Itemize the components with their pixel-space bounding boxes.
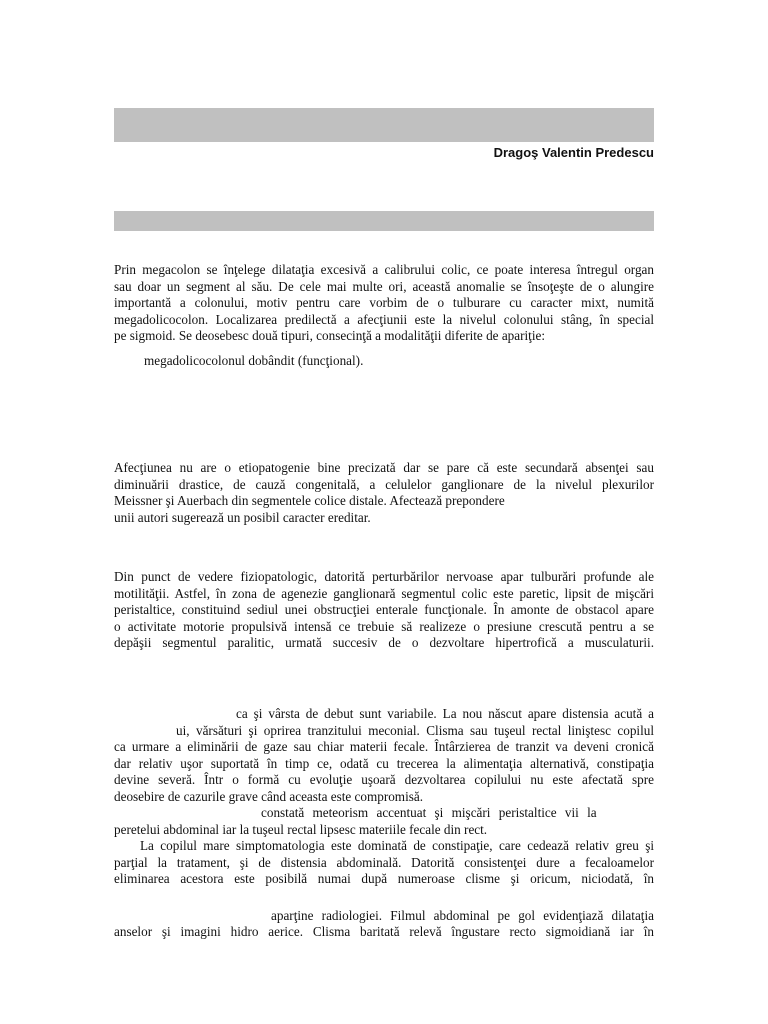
paragraph-etiopathogeny (114, 460, 654, 526)
text-line: megadolicocolonul dobândit (funcţional). (144, 353, 364, 368)
text-line: ui, vărsături şi oprirea tranzitului meconial. Clisma sau tuşeul rectal liniştesc copilul (176, 722, 654, 738)
text-line: ca şi vârsta de debut sunt variabile. La nou născut apare distensia acută a (236, 706, 654, 721)
text-line: Meissner şi Auerbach din segmentele colice distale. Afectează prepondere (114, 493, 505, 508)
text-line: o activitate motorie propulsivă intensă ce trebuie să realizeze o presiune crescută pentru a se (114, 618, 654, 634)
section-bar (114, 211, 654, 231)
text-line: dar relativ uşor suportată în timp ce, odată cu trecerea la alimentaţia alternativă, constipaţia (114, 755, 654, 771)
text-line: Din punct de vedere fiziopatologic, datorită perturbărilor nervoase apar tulburări profunde ale (114, 569, 654, 584)
text-line: unii autori sugerează un posibil caracter ereditar. (114, 509, 371, 525)
text-line: pe sigmoid. Se deosebesc două tipuri, consecinţă a modalităţii diferite de apariţie: (114, 328, 546, 343)
text-line: sau doar un segment al său. De cele mai multe ori, această anomalie se însoţeşte de o alungire (114, 278, 654, 294)
text-line: importantă a colonului, motiv pentru care vorbim de o tulburare cu caracter mixt, numită (114, 295, 654, 310)
text-line: peretelui abdominal iar la tuşeul rectal lipsesc materiile fecale din rect. (114, 821, 488, 837)
paragraph-physiopathology (114, 569, 654, 652)
text-line: megadolicocolon. Localizarea predilectă a afecţiunii este la nivelul colonului stâng, în special (114, 311, 654, 327)
text-line: eliminarea acestora este posibilă numai după numeroase clisme şi oricum, niciodată, în (114, 871, 654, 886)
text-line: parţial la tratament, şi de distensia abdominală. Datorită consistenţei dure a fecaloamelor (114, 854, 654, 870)
text-line: depăşii segmentul paralitic, urmată succesiv de o dezvoltare hipertrofică a musculaturii. (114, 635, 654, 650)
list-item (114, 353, 654, 370)
text-line: motilităţii. Astfel, în zona de agenezie ganglionară segmentul colic este paretic, lipsit de mişcări (114, 585, 654, 601)
text-line: deosebire de cazurile grave când aceasta este compromisă. (114, 788, 424, 804)
author-name: Dragoş Valentin Predescu (493, 145, 654, 160)
paragraph-definition (114, 262, 654, 345)
text-line: constată meteorism accentuat şi mişcări peristaltice vii la (261, 805, 597, 820)
paragraph-clinical (114, 706, 654, 941)
text-line: anselor şi imagini hidro aerice. Clisma baritată relevă îngustare recto sigmoidiană iar în (114, 924, 654, 939)
text-line: ca urmare a eliminării de gaze sau chiar materii fecale. Întârzierea de tranzit va deveni cronică (114, 739, 654, 754)
text-line: Prin megacolon se înţelege dilataţia excesivă a calibrului colic, ce poate interesa întregul organ (114, 262, 654, 277)
text-line: peristaltice, constituind sediul unei obstrucţiei enterale funcţionale. În amonte de obstacol apare (114, 602, 654, 617)
text-line: La copilul mare simptomatologia este dominată de constipaţie, care cedează relativ greu şi (140, 838, 654, 853)
text-line: aparţine radiologiei. Filmul abdominal pe gol evidenţiază dilataţia (271, 907, 654, 923)
text-line: devine severă. Într o formă cu evoluţie uşoară dezvoltarea copilului nu este afectată spre (114, 772, 654, 787)
text-line: Afecţiunea nu are o etiopatogenie bine precizată dar se pare că este secundară absenţei sau (114, 460, 654, 475)
title-bar (114, 108, 654, 142)
text-line: diminuării drastice, de cauză congenitală, a celulelor ganglionare de la nivelul plexurilor (114, 476, 654, 492)
